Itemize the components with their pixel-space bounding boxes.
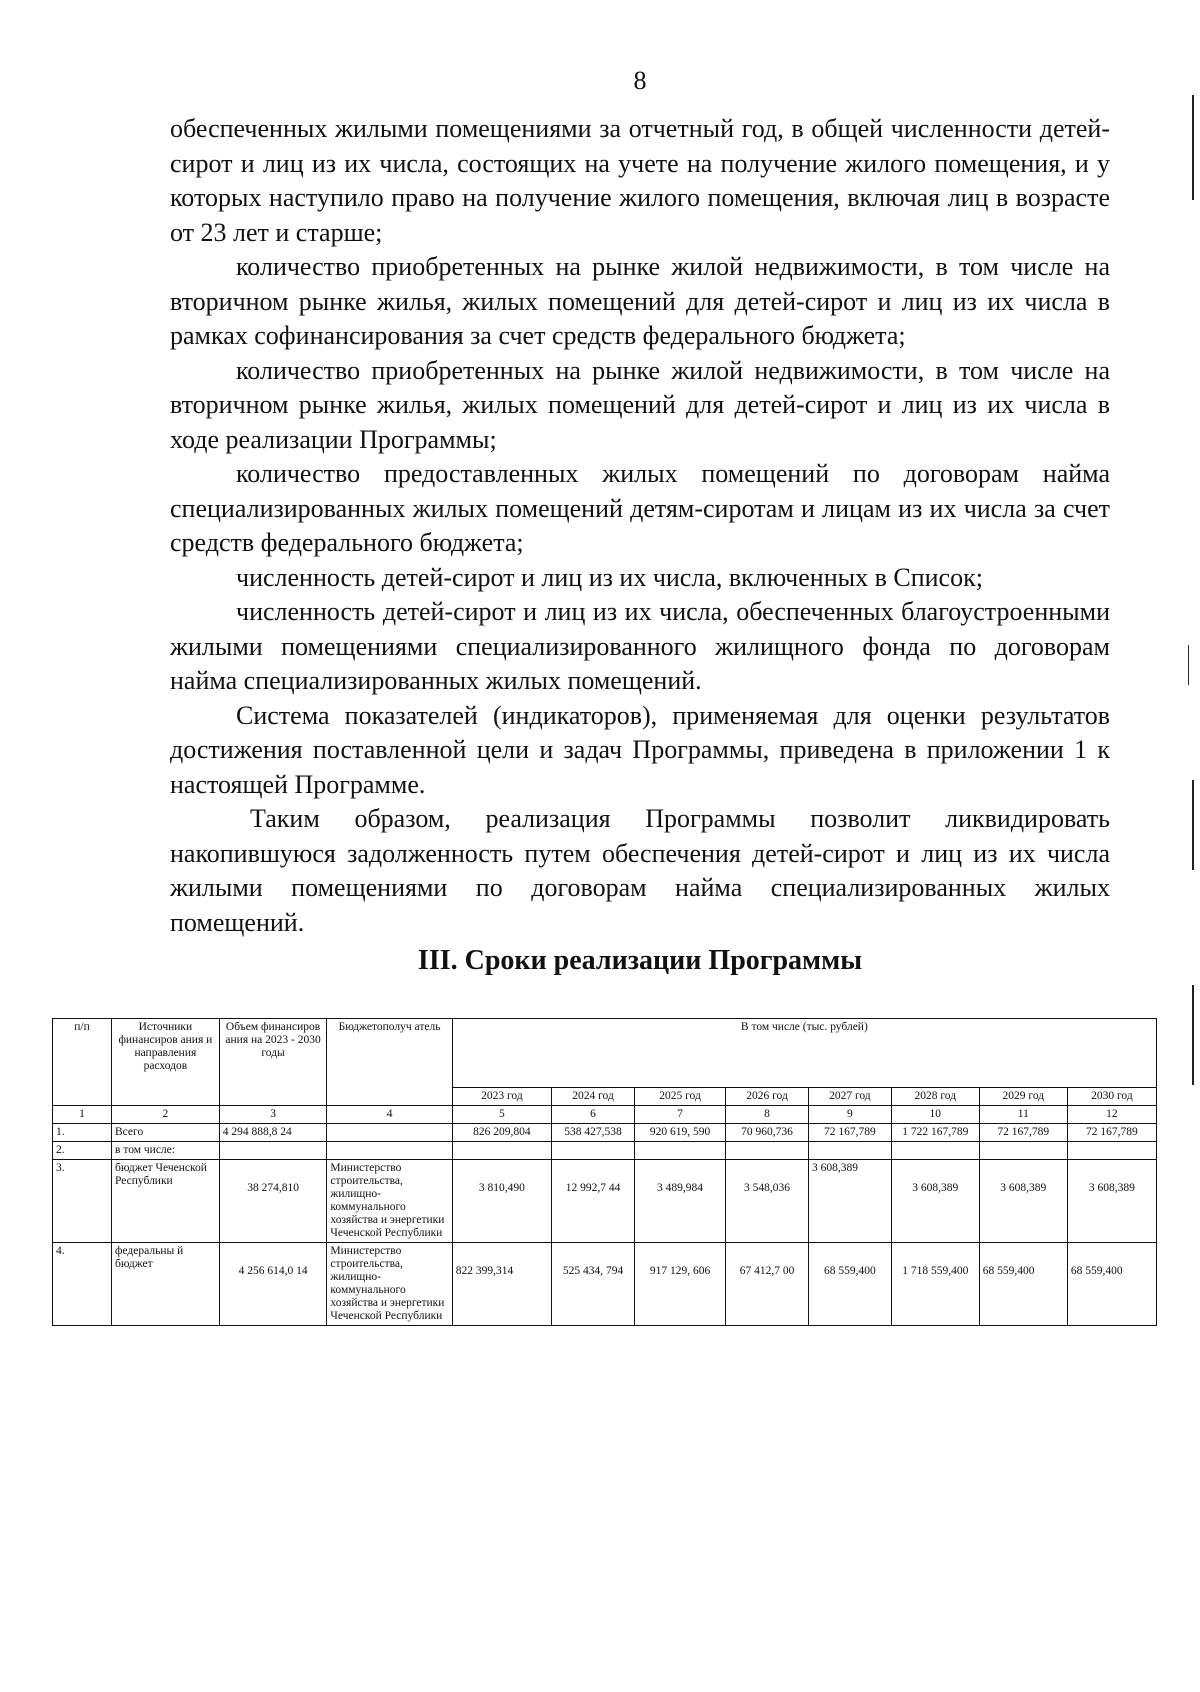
row-value: 1 722 167,789 <box>891 1124 979 1142</box>
row-num: 1. <box>53 1124 112 1142</box>
row-num: 2. <box>53 1142 112 1160</box>
paragraph: количество приобретенных на рынке жилой недвижимости, в том числе на вторичном рынке жилья, жилых помещений для детей-сирот и лиц из их числа в рамках софинансирования за счет средств федерального бюджета; <box>170 252 1110 350</box>
table-row <box>53 1142 1157 1160</box>
header-num: п/п <box>53 1019 112 1106</box>
header-year: 2025 год <box>634 1088 725 1106</box>
row-empty-cell <box>452 1142 551 1160</box>
column-number: 1 <box>53 1106 112 1124</box>
row-source: Всего <box>112 1124 220 1142</box>
row-value: 68 559,400 <box>1067 1243 1156 1326</box>
row-value: 3 608,389 <box>979 1160 1067 1243</box>
column-number: 12 <box>1067 1106 1156 1124</box>
paragraph: численность детей-сирот и лиц из их числа, включенных в Список; <box>236 562 983 592</box>
header-volume: Объем финансиров ания на 2023 - 2030 годы <box>219 1019 327 1106</box>
column-number: 5 <box>452 1106 551 1124</box>
header-recipient: Бюджетополуч атель <box>327 1019 452 1106</box>
row-empty-cell <box>219 1142 327 1160</box>
row-value: 68 559,400 <box>979 1243 1067 1326</box>
column-number: 11 <box>979 1106 1067 1124</box>
scan-edge-mark <box>1192 985 1194 1085</box>
section-title: III. Сроки реализации Программы <box>417 945 863 976</box>
paragraph: количество приобретенных на рынке жилой недвижимости, в том числе на вторичном рынке жилья, жилых помещений для детей-сирот и лиц из их числа в ходе реализации Программы; <box>170 355 1110 454</box>
column-numbers-row <box>53 1106 1157 1124</box>
column-number: 9 <box>808 1106 891 1124</box>
row-value: 70 960,736 <box>726 1124 809 1142</box>
row-value: 826 209,804 <box>452 1124 551 1142</box>
column-number: 8 <box>726 1106 809 1124</box>
row-value: 3 489,984 <box>634 1160 725 1243</box>
row-value: 920 619, 590 <box>634 1124 725 1142</box>
header-including: В том числе (тыс. рублей) <box>452 1019 1156 1088</box>
scan-edge-mark <box>1192 780 1194 870</box>
header-year: 2028 год <box>891 1088 979 1106</box>
paragraph: количество предоставленных жилых помещений по договорам найма специализированных жилых помещений детям-сиротам и лицам из их числа за счет средств федерального бюджета; <box>170 459 1110 557</box>
financing-table <box>52 1018 1157 1326</box>
header-year: 2027 год <box>808 1088 891 1106</box>
row-recipient <box>327 1124 452 1142</box>
column-number: 4 <box>327 1106 452 1124</box>
row-empty-cell <box>979 1142 1067 1160</box>
row-empty-cell <box>1067 1142 1156 1160</box>
row-value: 3 608,389 <box>891 1160 979 1243</box>
row-value: 3 548,036 <box>726 1160 809 1243</box>
row-value: 538 427,538 <box>552 1124 635 1142</box>
paragraph: Таким образом, реализация Программы позволит ликвидировать накопившуюся задолженность путем обеспечения детей-сирот и лиц из их числа жилыми помещениями по договорам найма специализированных жилых помещений. <box>170 804 1110 937</box>
table-row <box>53 1160 1157 1243</box>
table-row <box>53 1243 1157 1326</box>
header-row <box>53 1019 1157 1088</box>
header-year: 2026 год <box>726 1088 809 1106</box>
row-volume: 4 256 614,0 14 <box>219 1243 327 1326</box>
header-year: 2030 год <box>1067 1088 1156 1106</box>
row-num: 3. <box>53 1160 112 1243</box>
header-year: 2024 год <box>552 1088 635 1106</box>
row-value: 68 559,400 <box>808 1243 891 1326</box>
row-empty-cell <box>808 1142 891 1160</box>
row-empty-cell <box>726 1142 809 1160</box>
row-source: федеральны й бюджет <box>112 1243 220 1326</box>
row-value: 72 167,789 <box>979 1124 1067 1142</box>
row-source: бюджет Чеченской Республики <box>112 1160 220 1243</box>
row-value: 525 434, 794 <box>552 1243 635 1326</box>
row-source: в том числе: <box>112 1142 220 1160</box>
paragraph: обеспеченных жилыми помещениями за отчетный год, в общей численности детей-сирот и лиц из их числа, состоящих на учете на получение жилого помещения, и у которых наступило право на получение жилого помещения, включая лиц в возрасте от 23 лет и старше; <box>170 114 1110 247</box>
row-recipient: Министерство строительства, жилищно-коммунального хозяйства и энергетики Чеченской Республики <box>327 1160 452 1243</box>
row-value: 67 412,7 00 <box>726 1243 809 1326</box>
row-value: 917 129, 606 <box>634 1243 725 1326</box>
column-number: 3 <box>219 1106 327 1124</box>
row-volume: 38 274,810 <box>219 1160 327 1243</box>
column-number: 7 <box>634 1106 725 1124</box>
row-empty-cell <box>327 1142 452 1160</box>
row-recipient: Министерство строительства, жилищно-коммунального хозяйства и энергетики Чеченской Республики <box>327 1243 452 1326</box>
row-value: 822 399,314 <box>452 1243 551 1326</box>
row-empty-cell <box>891 1142 979 1160</box>
paragraph: численность детей-сирот и лиц из их числа, обеспеченных благоустроенными жилыми помещениями специализированного жилищного фонда по договорам найма специализированных жилых помещений. <box>170 597 1110 695</box>
row-value: 3 810,490 <box>452 1160 551 1243</box>
row-value: 3 608,389 <box>1067 1160 1156 1243</box>
row-value: 12 992,7 44 <box>552 1160 635 1243</box>
row-value: 3 608,389 <box>808 1160 891 1243</box>
column-number: 10 <box>891 1106 979 1124</box>
row-num: 4. <box>53 1243 112 1326</box>
row-value: 72 167,789 <box>808 1124 891 1142</box>
header-year: 2023 год <box>452 1088 551 1106</box>
scan-edge-mark <box>1188 645 1189 685</box>
page-number: 8 <box>633 66 647 95</box>
row-value: 1 718 559,400 <box>891 1243 979 1326</box>
header-source: Источники финансиров ания и направления расходов <box>112 1019 220 1106</box>
column-number: 6 <box>552 1106 635 1124</box>
row-value: 72 167,789 <box>1067 1124 1156 1142</box>
scan-edge-mark <box>1192 95 1194 200</box>
row-volume: 4 294 888,8 24 <box>219 1124 327 1142</box>
paragraph: Система показателей (индикаторов), применяемая для оценки результатов достижения поставленной цели и задач Программы, приведена в приложении 1 к настоящей Программе. <box>170 700 1110 799</box>
row-empty-cell <box>634 1142 725 1160</box>
header-year: 2029 год <box>979 1088 1067 1106</box>
table-row <box>53 1124 1157 1142</box>
column-number: 2 <box>112 1106 220 1124</box>
body-text <box>170 112 1110 940</box>
row-empty-cell <box>552 1142 635 1160</box>
